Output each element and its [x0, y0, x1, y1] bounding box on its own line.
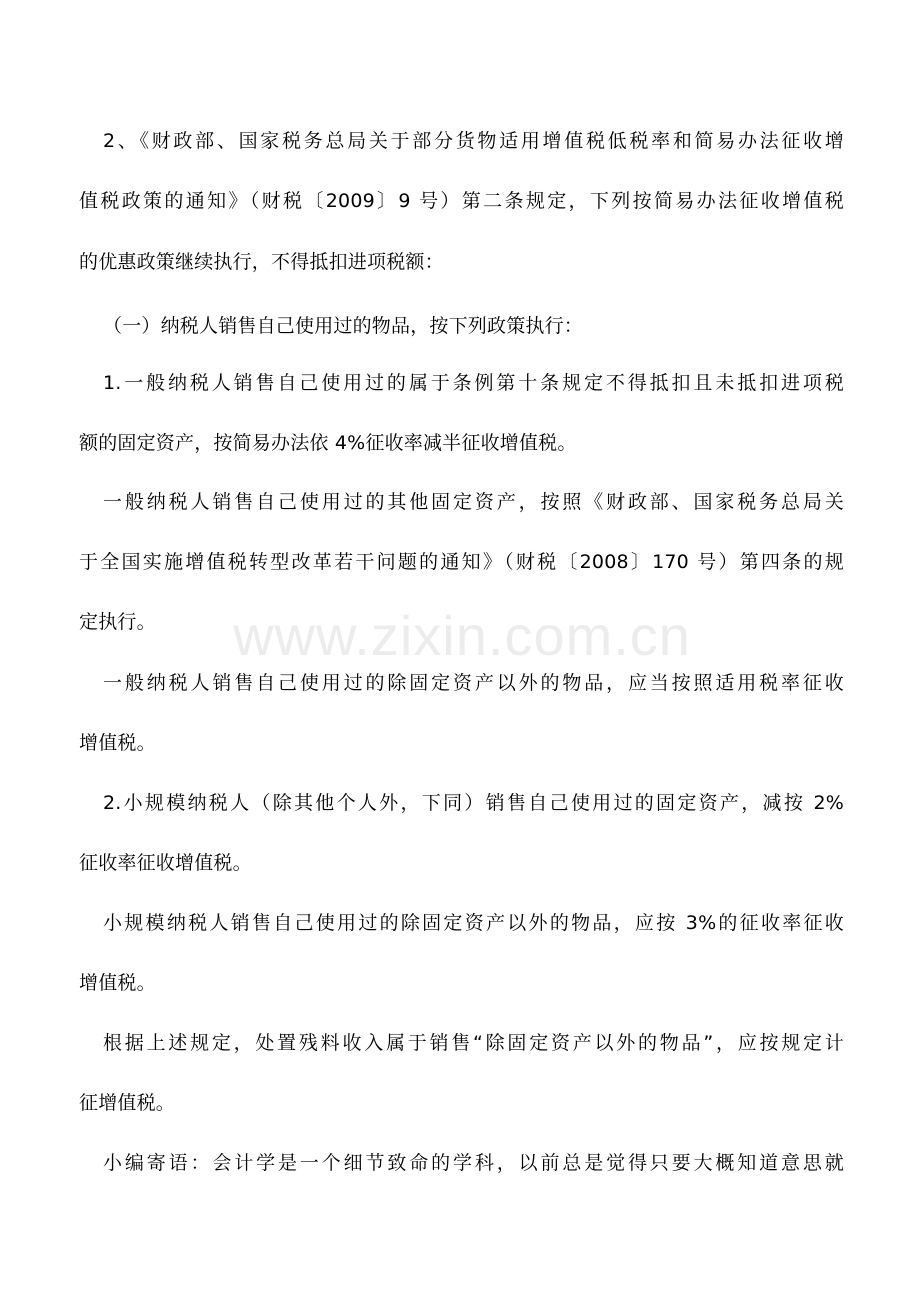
paragraph-line: 于全国实施增值税转型改革若干问题的通知》（财税〔2008〕170 号）第四条的规 — [79, 551, 844, 573]
paragraph-line: （一）纳税人销售自己使用过的物品，按下列政策执行： — [103, 315, 584, 337]
paragraph-line: 2.小规模纳税人（除其他个人外，下同）销售自己使用过的固定资产，减按 2% — [103, 792, 844, 814]
paragraph-line: 小编寄语：会计学是一个细节致命的学科，以前总是觉得只要大概知道意思就 — [103, 1152, 844, 1174]
paragraph-line: 一般纳税人销售自己使用过的其他固定资产，按照《财政部、国家税务总局关 — [103, 491, 844, 513]
paragraph-line: 征收率征收增值税。 — [79, 852, 252, 874]
paragraph-line: 小规模纳税人销售自己使用过的除固定资产以外的物品，应按 3%的征收率征收 — [103, 912, 844, 934]
paragraph-line: 增值税。 — [79, 732, 156, 754]
paragraph-line: 2、《财政部、国家税务总局关于部分货物适用增值税低税率和简易办法征收增 — [103, 130, 844, 152]
paragraph-line: 征增值税。 — [79, 1092, 176, 1114]
paragraph-line: 根据上述规定，处置残料收入属于销售“除固定资产以外的物品”，应按规定计 — [103, 1032, 844, 1054]
paragraph-line: 值税政策的通知》（财税〔2009〕9 号）第二条规定，下列按简易办法征收增值税 — [79, 190, 844, 212]
watermark: www.zixin.com.cn — [233, 604, 691, 667]
paragraph-line: 增值税。 — [79, 972, 156, 994]
paragraph-line: 的优惠政策继续执行，不得抵扣进项税额： — [79, 251, 444, 273]
paragraph-line: 定执行。 — [79, 611, 156, 633]
paragraph-line: 额的固定资产，按简易办法依 4%征收率减半征收增值税。 — [79, 432, 577, 454]
paragraph-line: 1.一般纳税人销售自己使用过的属于条例第十条规定不得抵扣且未抵扣进项税 — [103, 372, 844, 394]
paragraph-line: 一般纳税人销售自己使用过的除固定资产以外的物品，应当按照适用税率征收 — [103, 672, 844, 694]
